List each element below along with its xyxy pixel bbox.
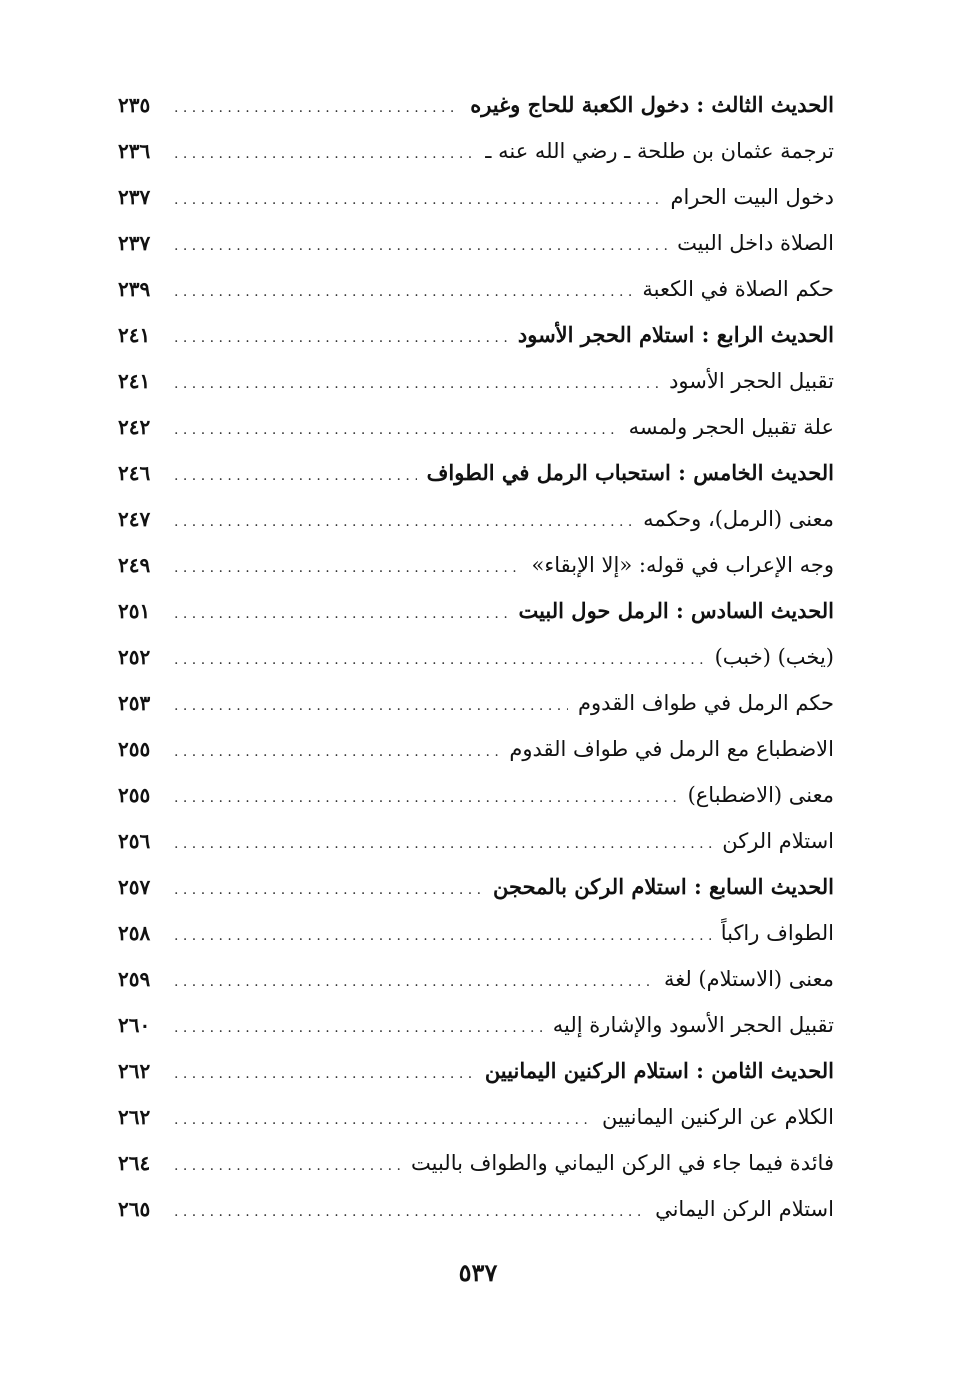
- toc-entry-title: الحديث الرابع : استلام الحجر الأسود: [517, 322, 834, 347]
- toc-entry-title: الكلام عن الركنين اليمانيين: [602, 1105, 834, 1129]
- toc-entry-title: معنى (الرمل)، وحكمه: [643, 507, 834, 531]
- toc-entry: [118, 496, 834, 542]
- dot-leader: [174, 361, 659, 407]
- toc-entry-page-number: ٢٤٦: [118, 461, 151, 485]
- toc-entry-page-number: ٢٥١: [118, 599, 151, 623]
- toc-entry-page-number: ٢٣٧: [118, 231, 151, 255]
- page-number-footer: ٥٣٧: [458, 1258, 498, 1287]
- toc-entry-page-number: ٢٦٥: [118, 1197, 151, 1221]
- toc-entry: [118, 1140, 834, 1186]
- toc-entry: [118, 634, 834, 680]
- toc-entry-title: تقبيل الحجر الأسود والإشارة إليه: [552, 1013, 834, 1037]
- toc-entry: [118, 1094, 834, 1140]
- toc-entry-title: معنى (الاضطباع): [687, 783, 834, 807]
- toc-entry: [118, 910, 834, 956]
- toc-entry-title: استلام الركن: [722, 829, 834, 853]
- toc-entry-page-number: ٢٤١: [118, 323, 151, 347]
- toc-section-heading: [118, 82, 834, 128]
- dot-leader: [174, 545, 521, 591]
- dot-leader: [174, 269, 632, 315]
- toc-entry-page-number: ٢٣٧: [118, 185, 151, 209]
- toc-entry: [118, 174, 834, 220]
- toc-entry-title: الحديث الخامس : استحباب الرمل في الطواف: [426, 460, 834, 485]
- toc-entry: [118, 128, 834, 174]
- toc-entry-title: الحديث الثامن : استلام الركنين اليمانيين: [484, 1058, 834, 1083]
- toc-section-heading: [118, 312, 834, 358]
- toc-entry: [118, 542, 834, 588]
- dot-leader: [174, 637, 705, 683]
- dot-leader: [174, 1097, 592, 1143]
- toc-section-heading: [118, 864, 834, 910]
- dot-leader: [174, 1189, 645, 1235]
- toc-entry-page-number: ٢٤٢: [118, 415, 151, 439]
- dot-leader: [174, 1143, 401, 1189]
- toc-entry-page-number: ٢٤١: [118, 369, 151, 393]
- toc-entry: [118, 956, 834, 1002]
- toc-entry-page-number: ٢٣٥: [118, 93, 151, 117]
- dot-leader: [174, 177, 660, 223]
- dot-leader: [174, 1005, 543, 1051]
- toc-entry-title: الصلاة داخل البيت: [677, 231, 834, 255]
- toc-entry-page-number: ٢٦٢: [118, 1105, 151, 1129]
- toc-entry: [118, 818, 834, 864]
- dot-leader: [174, 959, 654, 1005]
- toc-entry-page-number: ٢٣٦: [118, 139, 151, 163]
- dot-leader: [174, 821, 712, 867]
- dot-leader: [174, 683, 568, 729]
- dot-leader: [174, 315, 508, 361]
- table-of-contents: [118, 82, 834, 1232]
- toc-entry-page-number: ٢٤٩: [118, 553, 151, 577]
- toc-entry: [118, 680, 834, 726]
- dot-leader: [174, 1051, 475, 1097]
- toc-entry-page-number: ٢٦٠: [118, 1013, 151, 1037]
- toc-entry: [118, 1002, 834, 1048]
- toc-entry: [118, 726, 834, 772]
- toc-entry-page-number: ٢٥٣: [118, 691, 151, 715]
- toc-entry: [118, 1186, 834, 1232]
- toc-entry-page-number: ٢٤٧: [118, 507, 151, 531]
- dot-leader: [174, 453, 417, 499]
- dot-leader: [174, 913, 711, 959]
- dot-leader: [174, 867, 483, 913]
- toc-entry-title: ترجمة عثمان بن طلحة ـ رضي الله عنه ـ: [485, 139, 834, 163]
- toc-entry-page-number: ٢٥٧: [118, 875, 151, 899]
- toc-entry-title: علة تقبيل الحجر ولمسه: [628, 415, 834, 439]
- toc-entry-title: (يخب) (خبب): [714, 645, 834, 669]
- dot-leader: [174, 775, 678, 821]
- toc-entry-page-number: ٢٥٢: [118, 645, 151, 669]
- toc-entry-title: الحديث السادس : الرمل حول البيت: [518, 598, 834, 623]
- toc-entry-page-number: ٢٥٨: [118, 921, 151, 945]
- toc-entry-title: الحديث السابع : استلام الركن بالمحجن: [493, 874, 834, 899]
- dot-leader: [174, 407, 619, 453]
- toc-entry-page-number: ٢٦٤: [118, 1151, 151, 1175]
- dot-leader: [174, 591, 508, 637]
- toc-entry-title: معنى (الاستلام) لغة: [663, 967, 834, 991]
- toc-entry-page-number: ٢٥٥: [118, 737, 151, 761]
- dot-leader: [174, 729, 499, 775]
- toc-section-heading: [118, 1048, 834, 1094]
- toc-entry-title: وجه الإعراب في قوله: «إلا الإبقاء»: [531, 553, 834, 577]
- dot-leader: [174, 223, 667, 269]
- toc-entry: [118, 772, 834, 818]
- dot-leader: [174, 499, 633, 545]
- toc-entry-page-number: ٢٥٥: [118, 783, 151, 807]
- toc-entry-page-number: ٢٦٢: [118, 1059, 151, 1083]
- toc-entry-title: فائدة فيما جاء في الركن اليماني والطواف بالبيت: [411, 1151, 834, 1175]
- toc-entry-title: الاضطباع مع الرمل في طواف القدوم: [509, 737, 834, 761]
- toc-entry-title: حكم الصلاة في الكعبة: [642, 277, 834, 301]
- toc-entry-page-number: ٢٥٦: [118, 829, 151, 853]
- dot-leader: [174, 131, 475, 177]
- dot-leader: [174, 85, 460, 131]
- toc-entry: [118, 358, 834, 404]
- toc-entry-title: استلام الركن اليماني: [655, 1197, 834, 1221]
- toc-entry: [118, 404, 834, 450]
- toc-entry-title: دخول البيت الحرام: [670, 185, 834, 209]
- toc-entry-page-number: ٢٣٩: [118, 277, 151, 301]
- toc-entry-title: تقبيل الحجر الأسود: [669, 369, 834, 393]
- toc-entry-title: الحديث الثالث : دخول الكعبة للحاج وغيره: [470, 92, 834, 117]
- toc-entry-page-number: ٢٥٩: [118, 967, 151, 991]
- toc-section-heading: [118, 450, 834, 496]
- toc-entry: [118, 220, 834, 266]
- toc-entry-title: الطواف راكباً: [720, 921, 834, 945]
- toc-entry: [118, 266, 834, 312]
- toc-entry-title: حكم الرمل في طواف القدوم: [578, 691, 834, 715]
- toc-section-heading: [118, 588, 834, 634]
